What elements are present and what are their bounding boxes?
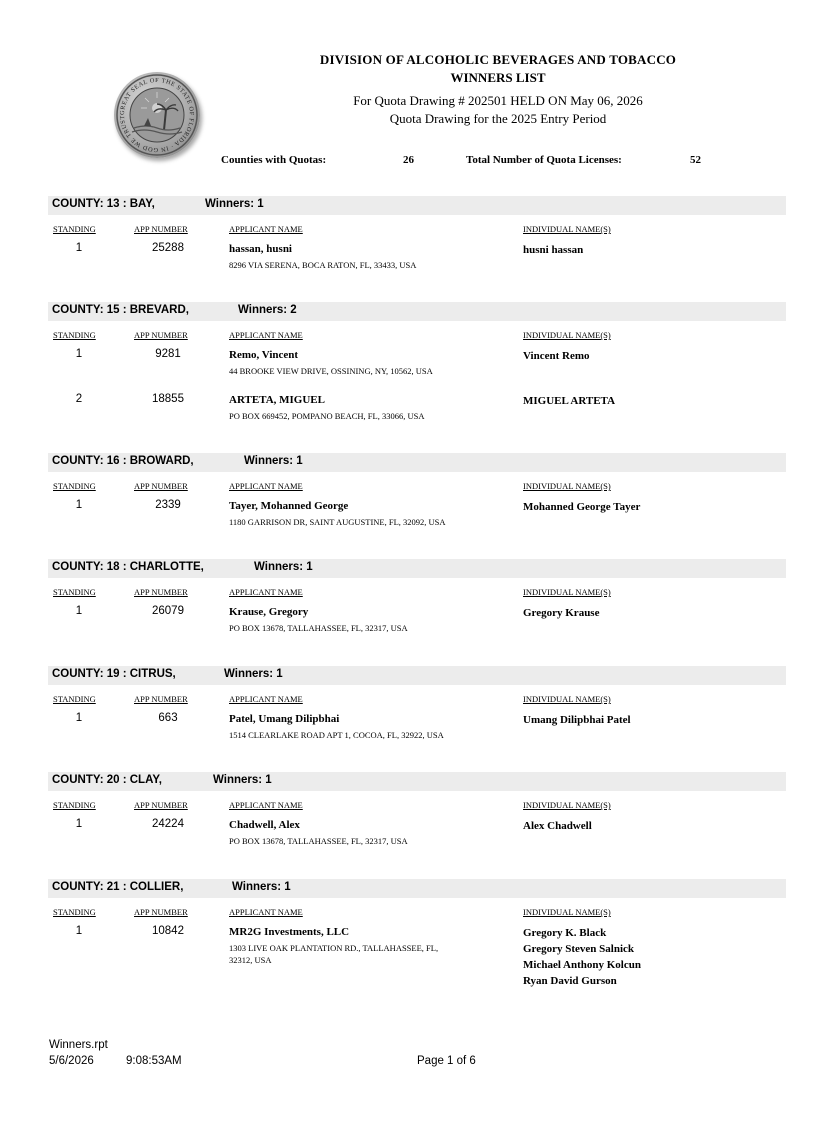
app-number-value: 24224 [152, 818, 184, 830]
col-header-app-number: APP NUMBER [134, 907, 188, 917]
individual-names: Gregory K. Black Gregory Steven Salnick Michael Anthony Kolcun Ryan David Gurson [523, 927, 641, 987]
county-label: COUNTY: 13 : BAY, [52, 198, 155, 210]
winners-count: Winners: 1 [232, 881, 291, 893]
app-number-value: 26079 [152, 605, 184, 617]
licenses-label: Total Number of Quota Licenses: [466, 154, 622, 166]
col-header-individual-names: INDIVIDUAL NAME(S) [523, 694, 611, 704]
col-header-individual-names: INDIVIDUAL NAME(S) [523, 587, 611, 597]
applicant-name: MR2G Investments, LLC [229, 926, 350, 938]
col-header-app-number: APP NUMBER [134, 587, 188, 597]
col-header-individual-names: INDIVIDUAL NAME(S) [523, 330, 611, 340]
individual-names: Umang Dilipbhai Patel [523, 714, 631, 726]
col-header-applicant-name: APPLICANT NAME [229, 330, 303, 340]
county-label: COUNTY: 20 : CLAY, [52, 774, 162, 786]
applicant-name: Krause, Gregory [229, 606, 309, 618]
col-header-app-number: APP NUMBER [134, 481, 188, 491]
col-header-app-number: APP NUMBER [134, 800, 188, 810]
col-header-applicant-name: APPLICANT NAME [229, 907, 303, 917]
col-header-standing: STANDING [53, 330, 96, 340]
counties-value: 26 [403, 154, 414, 166]
winners-count: Winners: 1 [213, 774, 272, 786]
col-header-applicant-name: APPLICANT NAME [229, 224, 303, 234]
standing-value: 1 [75, 499, 83, 511]
applicant-address: 1514 CLEARLAKE ROAD APT 1, COCOA, FL, 32922, USA [229, 730, 444, 740]
col-header-standing: STANDING [53, 694, 96, 704]
individual-names: Gregory Krause [523, 607, 600, 619]
col-header-applicant-name: APPLICANT NAME [229, 800, 303, 810]
col-header-standing: STANDING [53, 907, 96, 917]
applicant-address: PO BOX 13678, TALLAHASSEE, FL, 32317, USA [229, 836, 408, 846]
col-header-app-number: APP NUMBER [134, 330, 188, 340]
col-header-applicant-name: APPLICANT NAME [229, 481, 303, 491]
applicant-name: Tayer, Mohanned George [229, 500, 349, 512]
standing-value: 1 [75, 242, 83, 254]
col-header-standing: STANDING [53, 224, 96, 234]
applicant-address: 8296 VIA SERENA, BOCA RATON, FL, 33433, USA [229, 260, 417, 270]
app-number-value: 2339 [155, 499, 181, 511]
app-number-value: 10842 [152, 925, 184, 937]
standing-value: 2 [75, 393, 83, 405]
col-header-app-number: APP NUMBER [134, 224, 188, 234]
individual-names: Mohanned George Tayer [523, 501, 641, 513]
col-header-standing: STANDING [53, 481, 96, 491]
report-title: DIVISION OF ALCOHOLIC BEVERAGES AND TOBACCO [319, 52, 677, 67]
applicant-name: ARTETA, MIGUEL [229, 394, 325, 406]
col-header-applicant-name: APPLICANT NAME [229, 694, 303, 704]
county-label: COUNTY: 19 : CITRUS, [52, 668, 176, 680]
applicant-address: 1303 LIVE OAK PLANTATION RD., TALLAHASSEE, FL, 32312, USA [229, 943, 439, 965]
individual-names: husni hassan [523, 244, 584, 256]
county-label: COUNTY: 21 : COLLIER, [52, 881, 184, 893]
winners-count: Winners: 1 [244, 455, 303, 467]
applicant-address: PO BOX 669452, POMPANO BEACH, FL, 33066, USA [229, 411, 425, 421]
applicant-name: Chadwell, Alex [229, 819, 300, 831]
winners-count: Winners: 1 [224, 668, 283, 680]
county-label: COUNTY: 16 : BROWARD, [52, 455, 194, 467]
county-label: COUNTY: 18 : CHARLOTTE, [52, 561, 204, 573]
col-header-individual-names: INDIVIDUAL NAME(S) [523, 481, 611, 491]
col-header-standing: STANDING [53, 800, 96, 810]
col-header-individual-names: INDIVIDUAL NAME(S) [523, 800, 611, 810]
standing-value: 1 [75, 925, 83, 937]
standing-value: 1 [75, 348, 83, 360]
period-line: Quota Drawing for the 2025 Entry Period [389, 111, 607, 126]
standing-value: 1 [75, 712, 83, 724]
winners-count: Winners: 2 [238, 304, 297, 316]
individual-names: Vincent Remo [523, 350, 590, 362]
county-header-bar [48, 196, 786, 215]
app-number-value: 9281 [155, 348, 181, 360]
county-label: COUNTY: 15 : BREVARD, [52, 304, 189, 316]
report-subtitle: WINNERS LIST [450, 70, 546, 85]
col-header-standing: STANDING [53, 587, 96, 597]
report-time: 9:08:53AM [126, 1055, 182, 1067]
col-header-individual-names: INDIVIDUAL NAME(S) [523, 224, 611, 234]
app-number-value: 663 [158, 712, 178, 724]
state-seal-icon [114, 72, 200, 158]
standing-value: 1 [75, 605, 83, 617]
app-number-value: 25288 [152, 242, 184, 254]
winners-count: Winners: 1 [254, 561, 313, 573]
winners-count: Winners: 1 [205, 198, 264, 210]
col-header-applicant-name: APPLICANT NAME [229, 587, 303, 597]
applicant-address: 1180 GARRISON DR, SAINT AUGUSTINE, FL, 32092, USA [229, 517, 446, 527]
applicant-name: Remo, Vincent [229, 349, 299, 361]
standing-value: 1 [75, 818, 83, 830]
page-number: Page 1 of 6 [417, 1055, 476, 1067]
counties-label: Counties with Quotas: [221, 154, 327, 166]
licenses-value: 52 [690, 154, 701, 166]
app-number-value: 18855 [152, 393, 184, 405]
individual-names: Alex Chadwell [523, 820, 592, 832]
report-filename: Winners.rpt [49, 1039, 108, 1051]
col-header-app-number: APP NUMBER [134, 694, 188, 704]
applicant-name: hassan, husni [229, 243, 292, 255]
drawing-line: For Quota Drawing # 202501 HELD ON May 06, 2026 [353, 93, 643, 108]
report-date: 5/6/2026 [49, 1055, 94, 1067]
applicant-address: PO BOX 13678, TALLAHASSEE, FL, 32317, USA [229, 623, 408, 633]
individual-names: MIGUEL ARTETA [523, 395, 616, 407]
applicant-address: 44 BROOKE VIEW DRIVE, OSSINING, NY, 10562, USA [229, 366, 433, 376]
svg-text:GREAT SEAL OF THE STATE OF FLO: GREAT SEAL OF THE STATE OF FLORIDA · IN GOD WE TRUST [118, 76, 196, 154]
col-header-individual-names: INDIVIDUAL NAME(S) [523, 907, 611, 917]
applicant-name: Patel, Umang Dilipbhai [229, 713, 340, 725]
